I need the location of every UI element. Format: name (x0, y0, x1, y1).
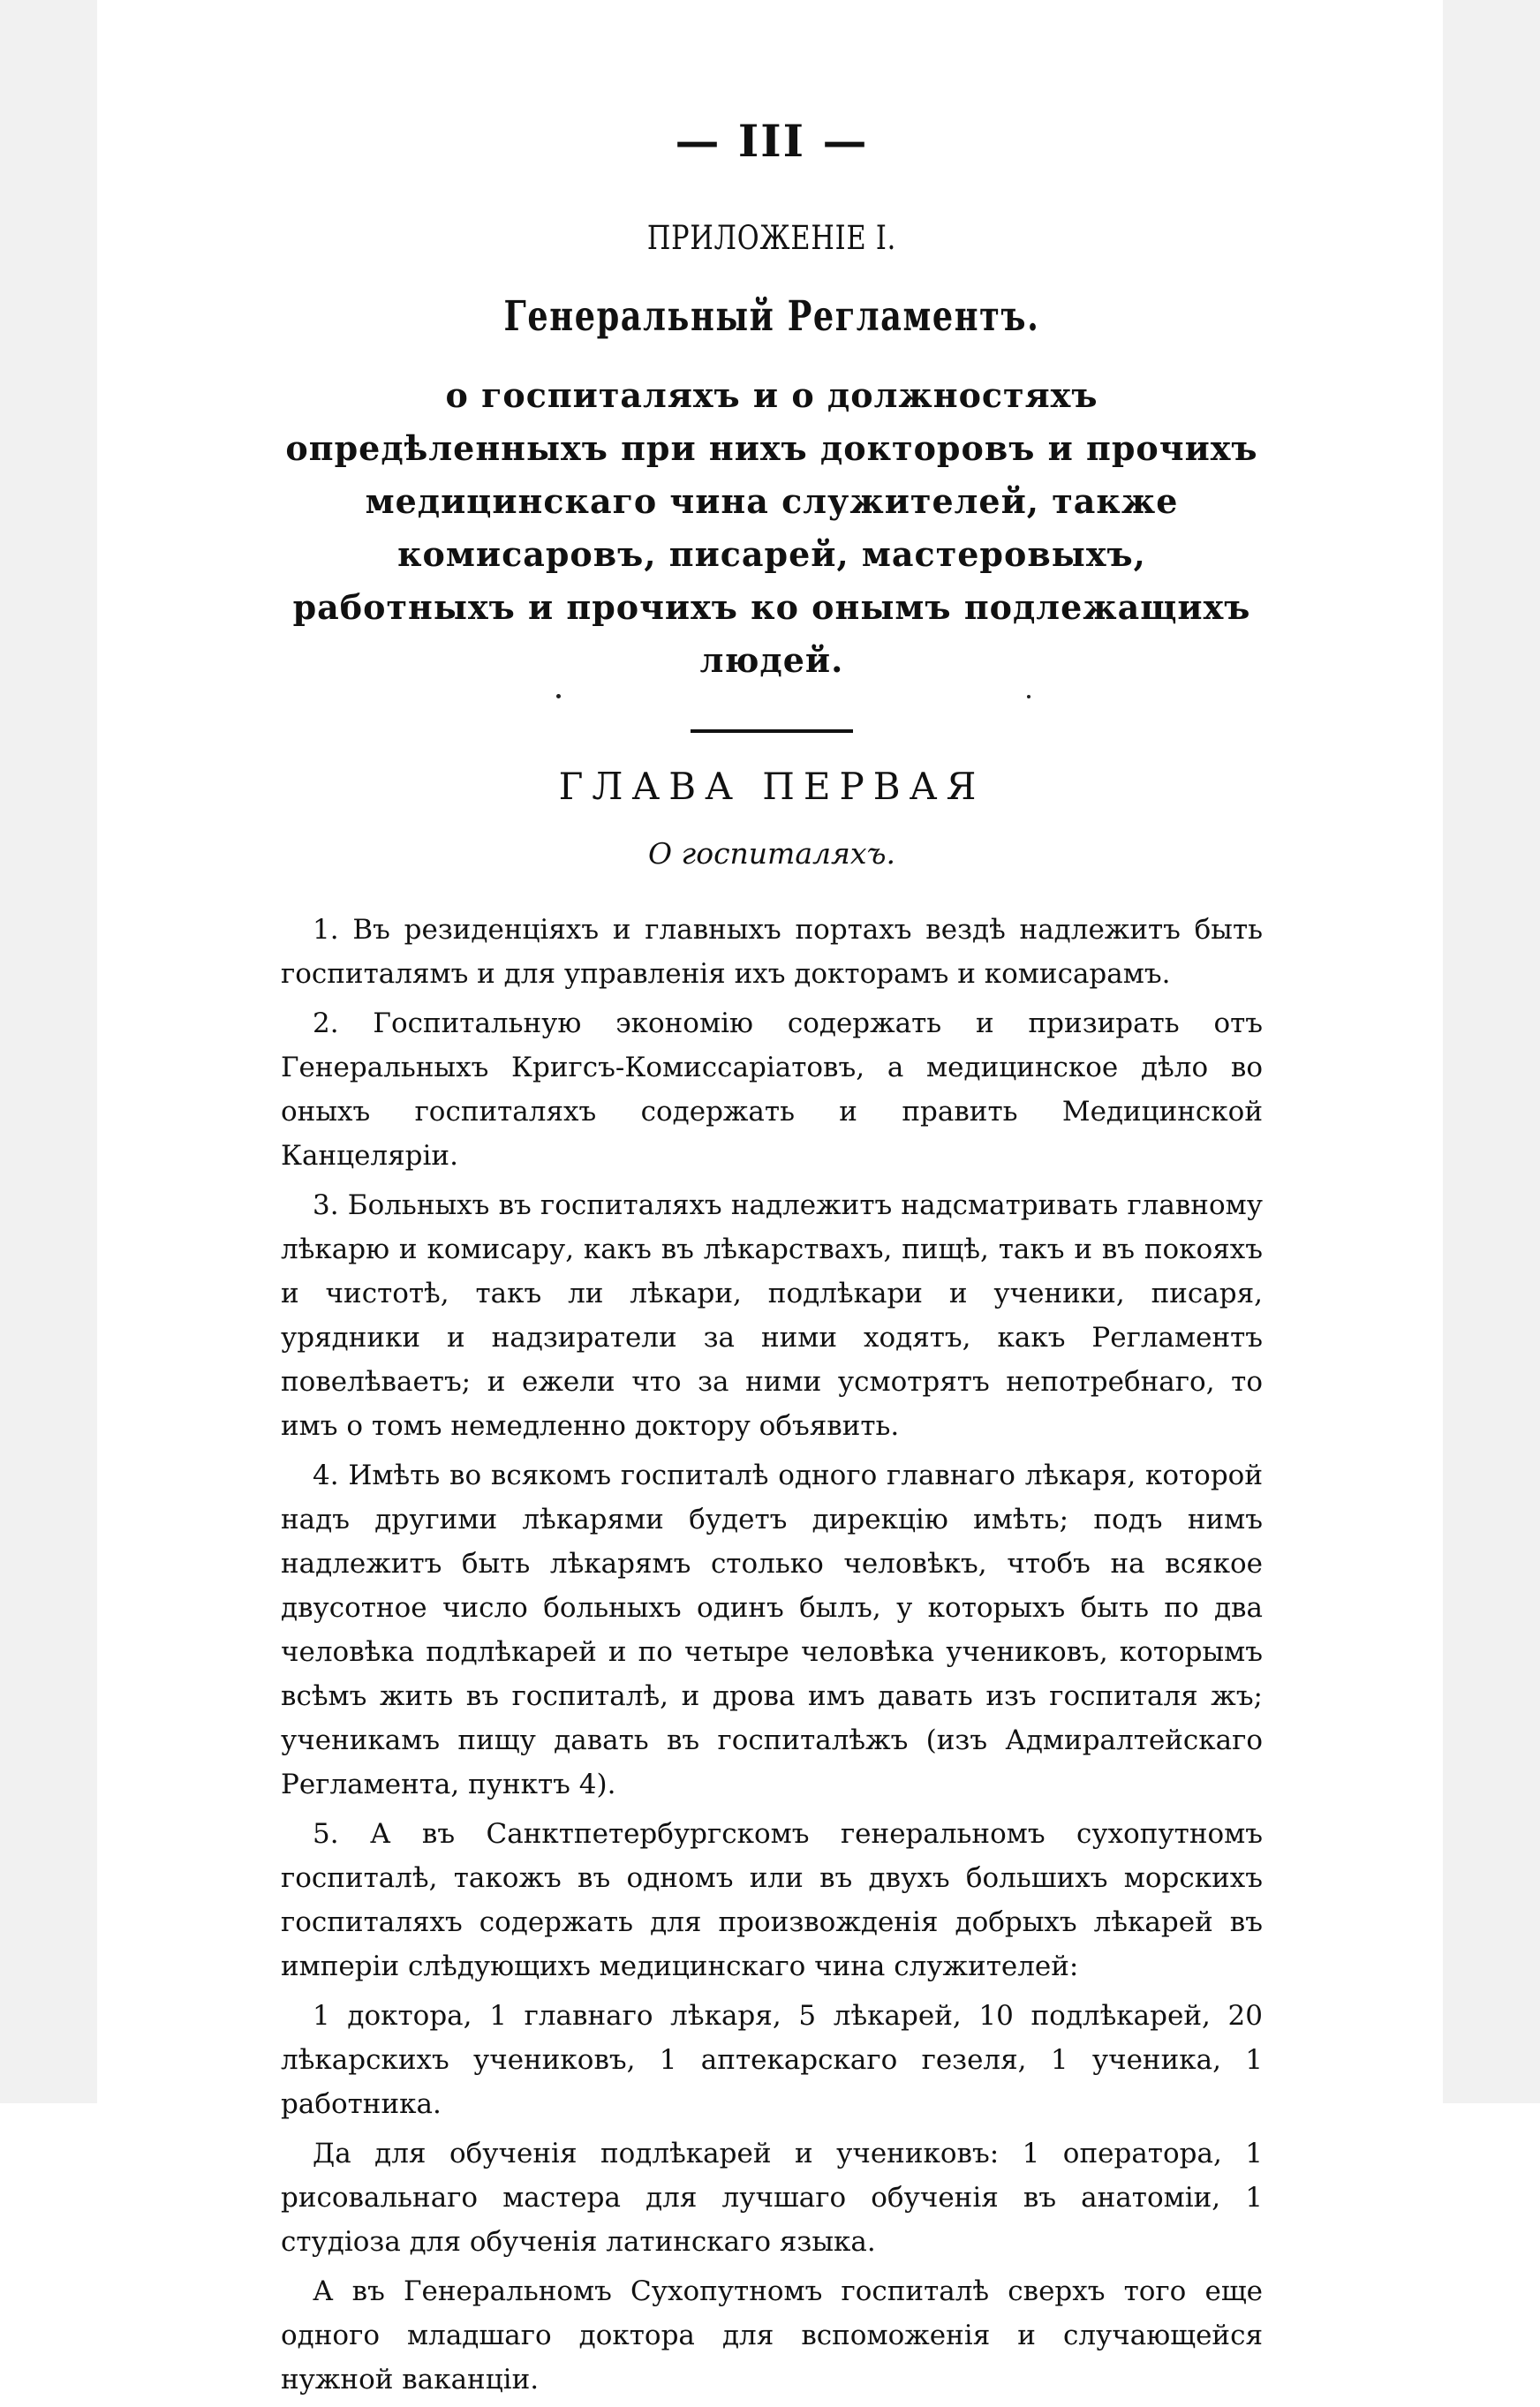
appendix-label: ПРИЛОЖЕНІЕ I. (646, 219, 897, 257)
paragraph-5: 5. А въ Санктпетербургскомъ генеральномъ сухопутномъ госпиталѣ, такожъ въ одномъ или въ двухъ большихъ морскихъ госпиталяхъ содержать для произвожденія добрыхъ лѣкарей въ имперіи слѣдующихъ медицинскаго чина служителей: (281, 1818, 1263, 1982)
teaching-staff: Да для обученія подлѣкарей и учениковъ: 1 оператора, 1 рисовальнаго мастера для лучшаго обученія въ анатоміи, 1 студіоза для обученія латинскаго языка. (281, 2138, 1263, 2258)
paragraph-4: 4. Имѣть во всякомъ госпиталѣ одного главнаго лѣкаря, которой надъ другими лѣкарями будетъ дирекцію имѣть; подъ нимъ надлежитъ быть лѣкарямъ столько человѣкъ, чтобъ на всякое двусотное число больныхъ одинъ былъ, у которыхъ быть по два человѣка подлѣкарей и по четыре человѣка учениковъ, которымъ всѣмъ жить въ госпиталѣ, и дрова имъ давать изъ госпиталя жъ; ученикамъ пищу давать въ госпиталѣжъ (изъ Адмиралтейскаго Регламента, пунктъ 4). (281, 1460, 1263, 1800)
chapter-title: ГЛАВА ПЕРВАЯ (558, 765, 985, 808)
regulation-subtitle: о госпиталяхъ и о должностяхъ опредѣленныхъ при нихъ докторовъ и прочихъ медицинскаго чина служителей, также комисаровъ, писарей, мастеровыхъ, работныхъ и прочихъ ко онымъ подлежащихъ людей. (285, 375, 1258, 680)
chapter-subtitle: О госпиталяхъ. (647, 836, 895, 871)
page-edge-right (1443, 0, 1540, 2103)
title-divider (691, 729, 853, 733)
page-number: — III — (675, 115, 869, 167)
chapter-body (281, 908, 1263, 2402)
page-content (281, 106, 1263, 2407)
paragraph-1: 1. Въ резиденціяхъ и главныхъ портахъ вездѣ надлежитъ быть госпиталямъ и для управленія ихъ докторамъ и комисарамъ. (281, 914, 1263, 990)
regulation-title: Генеральный Регламентъ. (503, 292, 1040, 341)
page-edge-left (0, 0, 97, 2103)
paragraph-2: 2. Госпитальную экономію содержать и призирать отъ Генеральныхъ Кригсъ-Комиссаріатовъ, а медицинское дѣло во оныхъ госпиталяхъ содержать и править Медицинской Канцеляріи. (281, 1007, 1263, 1172)
paragraph-3: 3. Больныхъ въ госпиталяхъ надлежитъ надсматривать главному лѣкарю и комисару, какъ въ лѣкарствахъ, пищѣ, такъ и въ покояхъ и чистотѣ, такъ ли лѣкари, подлѣкари и ученики, писаря, урядники и надзиратели за ними ходятъ, какъ Регламентъ повелѣваетъ; и ежели что за ними усмотрятъ непотребнаго, то имъ о томъ немедленно доктору объявить. (281, 1189, 1263, 1442)
additional-doctor: А въ Генеральномъ Сухопутномъ госпиталѣ сверхъ того еще одного младшаго доктора для вспоможенія и случающейся нужной ваканціи. (281, 2275, 1263, 2396)
staff-list: 1 доктора, 1 главнаго лѣкаря, 5 лѣкарей, 10 подлѣкарей, 20 лѣкарскихъ учениковъ, 1 аптекарскаго гезеля, 1 ученика, 1 работника. (281, 2000, 1263, 2120)
